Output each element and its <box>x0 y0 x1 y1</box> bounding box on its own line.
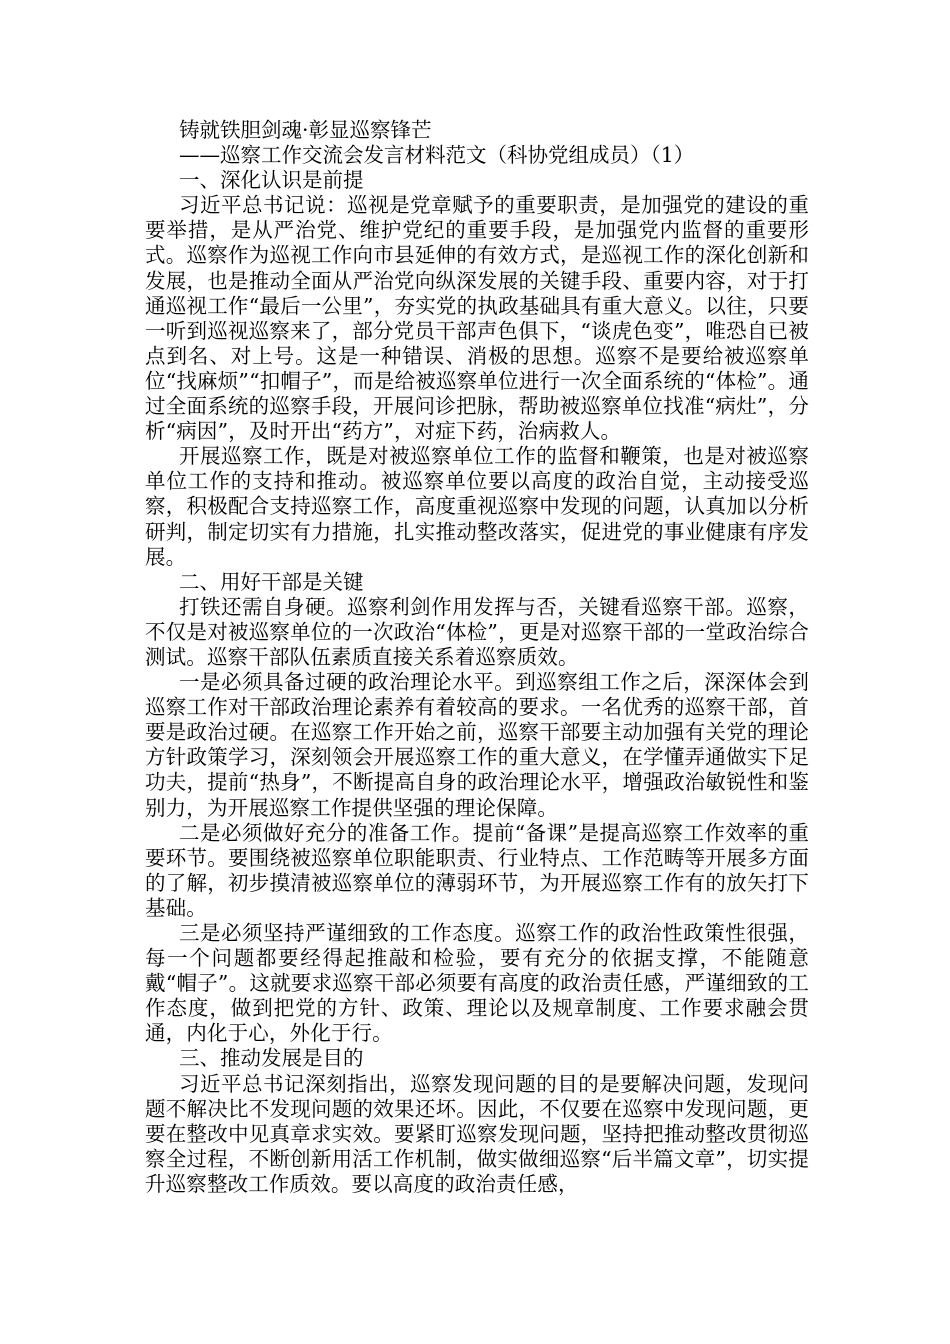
paragraph: 打铁还需自身硬。巡察利剑作用发挥与否，关键看巡察干部。巡察，不仅是对被巡察单位的一次政治“体检”，更是对巡察干部的一堂政治综合测试。巡察干部队伍素质直接关系着巡察质效。 <box>145 594 809 669</box>
section-heading-3: 三、推动发展是目的 <box>179 1046 364 1071</box>
document-title: 铸就铁胆剑魂·彰显巡察锋芒 <box>179 118 432 142</box>
paragraph: 开展巡察工作，既是对被巡察单位工作的监督和鞭策，也是对被巡察单位工作的支持和推动。被巡察单位要以高度的政治自觉，主动接受巡察，积极配合支持巡察工作，高度重视巡察中发现的问题，认真加以分析研判，制定切实有力措施，扎实推动整改落实，促进党的事业健康有序发展。 <box>145 444 809 569</box>
paragraph: 习近平总书记说：巡视是党章赋予的重要职责，是加强党的建设的重要举措，是从严治党、维护党纪的重要手段，是加强党内监督的重要形式。巡察作为巡视工作向市县延伸的有效方式，是巡视工作的深化创新和发展，也是推动全面从严治党向纵深发展的关键手段、重要内容，对于打通巡视工作“最后一公里”，夯实党的执政基础具有重大意义。以往，只要一听到巡视巡察来了，部分党员干部声色俱下，“谈虎色变”，唯恐自已被点到名、对上号。这是一种错误、消极的思想。巡察不是要给被巡察单位“找麻烦”“扣帽子”，而是给被巡察单位进行一次全面系统的“体检”。通过全面系统的巡察手段，开展问诊把脉，帮助被巡察单位找准“病灶”，分析“病因”，及时开出“药方”，对症下药，治病救人。 <box>145 193 809 444</box>
paragraph: 一是必须具备过硬的政治理论水平。到巡察组工作之后，深深体会到巡察工作对干部政治理论素养有着较高的要求。一名优秀的巡察干部，首要是政治过硬。在巡察工作开始之前，巡察干部要主动加强有关党的理论方针政策学习，深刻领会开展巡察工作的重大意义，在学懂弄通做实下足功夫，提前“热身”，不断提高自身的政治理论水平，增强政治敏锐性和鉴别力，为开展巡察工作提供坚强的理论保障。 <box>145 670 809 820</box>
paragraph: 二是必须做好充分的准备工作。提前“备课”是提高巡察工作效率的重要环节。要围绕被巡察单位职能职责、行业特点、工作范畴等开展多方面的了解，初步摸清被巡察单位的薄弱环节，为开展巡察工作有的放矢打下基础。 <box>145 820 809 920</box>
paragraph: 习近平总书记深刻指出，巡察发现问题的目的是要解决问题，发现问题不解决比不发现问题的效果还坏。因此，不仅要在巡察中发现问题，更要在整改中见真章求实效。要紧盯巡察发现问题，坚持把推动整改贯彻巡察全过程，不断创新用活工作机制，做实做细巡察“后半篇文章”，切实提升巡察整改工作质效。要以高度的政治责任感， <box>145 1071 809 1196</box>
paragraph: 三是必须坚持严谨细致的工作态度。巡察工作的政治性政策性很强，每一个问题都要经得起推敲和检验，要有充分的依据支撑，不能随意戴“帽子”。这就要求巡察干部必须要有高度的政治责任感，严谨细致的工作态度，做到把党的方针、政策、理论以及规章制度、工作要求融会贯通，内化于心，外化于行。 <box>145 921 809 1046</box>
section-heading-1: 一、深化认识是前提 <box>179 168 364 193</box>
section-heading-2: 二、用好干部是关键 <box>179 569 364 594</box>
document-subtitle: ——巡察工作交流会发言材料范文（科协党组成员）（1） <box>179 143 695 168</box>
document-body <box>145 118 809 1197</box>
